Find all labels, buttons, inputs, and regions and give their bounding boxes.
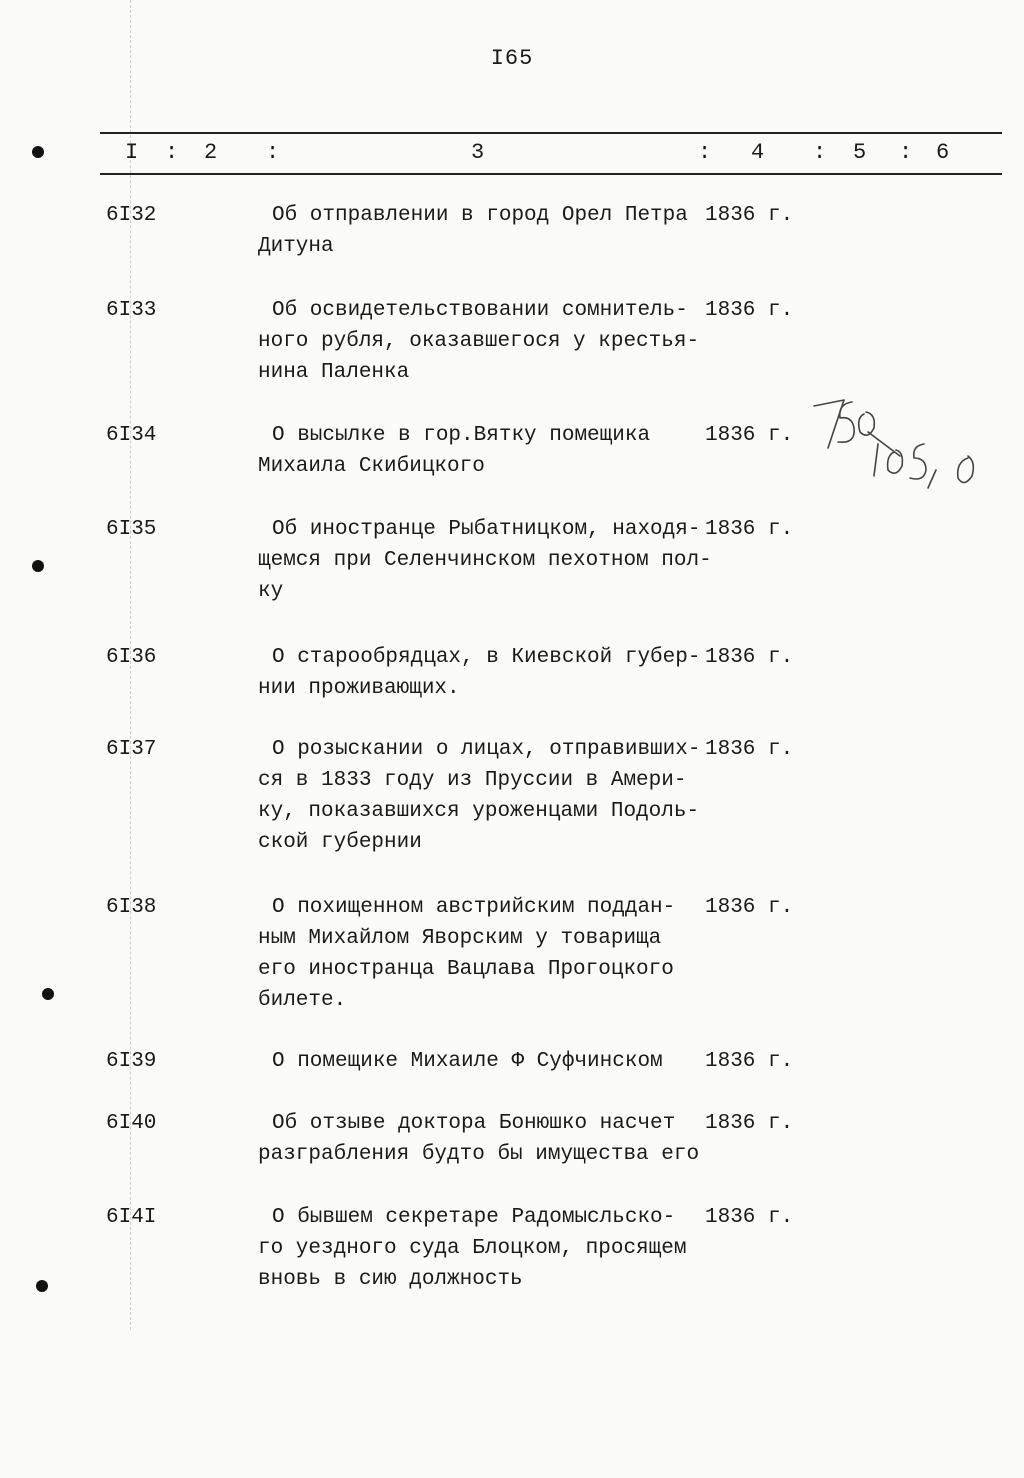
entry-line: О помещике Михаиле Ф Суфчинском [272, 1050, 663, 1073]
entry-year: 1836 г. [705, 299, 794, 322]
entry-title [258, 1202, 708, 1295]
entry-line: нии проживающих. [258, 677, 460, 700]
entry-line: Дитуна [258, 235, 334, 258]
entry-number: 6I33 [106, 299, 157, 322]
entry-number: 6I35 [106, 518, 157, 541]
entry-year: 1836 г. [705, 1112, 794, 1135]
header-sep-3: : [698, 140, 712, 165]
header-sep-1: : [165, 140, 179, 165]
entry-line: нина Паленка [258, 361, 410, 384]
entry-number: 6I36 [106, 646, 157, 669]
entry-title [258, 295, 708, 388]
entry-line: ку, показавшихся уроженцами Подоль- [258, 800, 700, 823]
header-col-2: 2 [204, 140, 218, 165]
entry-line: О розыскании о лицах, отправивших- [272, 738, 701, 761]
entry-line: Об освидетельствовании сомнитель- [272, 299, 688, 322]
entry-line: О высылке в гор.Вятку помещика [272, 424, 651, 447]
entry-line: Об иностранце Рыбатницком, находя- [272, 518, 701, 541]
header-sep-5: : [899, 140, 913, 165]
entry-line: О похищенном австрийским поддан- [272, 896, 676, 919]
entry-line: ку [258, 580, 284, 603]
binding-hole-2 [32, 560, 44, 572]
page-number: I65 [490, 46, 534, 71]
entry-line: го уездного суда Блоцком, просящем [258, 1237, 687, 1260]
entry-number: 6I37 [106, 738, 157, 761]
entry-line: вновь в сию должность [258, 1268, 523, 1291]
entry-year: 1836 г. [705, 518, 794, 541]
entry-line: Об отправлении в город Орел Петра [272, 204, 688, 227]
header-rule-bottom [100, 173, 1002, 175]
entry-title [258, 1108, 708, 1170]
entry-line: Михаила Скибицкого [258, 455, 485, 478]
entry-line: О бывшем секретаре Радомысльско- [272, 1206, 676, 1229]
binding-hole-4 [36, 1280, 48, 1292]
entry-number: 6I40 [106, 1112, 157, 1135]
entry-year: 1836 г. [705, 204, 794, 227]
entry-number: 6I39 [106, 1050, 157, 1073]
header-col-3: 3 [471, 140, 485, 165]
entry-line: О старообрядцах, в Киевской губер- [272, 646, 701, 669]
entry-line: его иностранца Вацлава Прогоцкого [258, 958, 674, 981]
entry-number: 6I32 [106, 204, 157, 227]
entry-title [258, 200, 708, 262]
entry-year: 1836 г. [705, 424, 794, 447]
header-col-4: 4 [751, 140, 765, 165]
entry-year: 1836 г. [705, 896, 794, 919]
header-sep-4: : [813, 140, 827, 165]
entry-title [258, 1046, 708, 1077]
entry-title [258, 420, 708, 482]
header-col-1: I [125, 140, 139, 165]
entry-year: 1836 г. [705, 738, 794, 761]
entry-line: Об отзыве доктора Бонюшко насчет [272, 1112, 676, 1135]
binding-hole-3 [42, 988, 54, 1000]
entry-year: 1836 г. [705, 646, 794, 669]
header-sep-2: : [266, 140, 280, 165]
entry-line: ного рубля, оказавшегося у крестья- [258, 330, 700, 353]
entry-number: 6I38 [106, 896, 157, 919]
entry-number: 6I34 [106, 424, 157, 447]
entry-line: ся в 1833 году из Пруссии в Амери- [258, 769, 687, 792]
entry-line: билете. [258, 989, 347, 1012]
header-col-6: 6 [936, 140, 950, 165]
entry-line: разграбления будто бы имущества его [258, 1143, 700, 1166]
entry-year: 1836 г. [705, 1206, 794, 1229]
entry-number: 6I4I [106, 1206, 157, 1229]
entry-title [258, 892, 708, 1016]
handwritten-note-drawing [808, 392, 998, 502]
entry-line: щемся при Селенчинском пехотном пол- [258, 549, 712, 572]
binding-hole-1 [32, 146, 44, 158]
entry-year: 1836 г. [705, 1050, 794, 1073]
entry-title [258, 734, 708, 858]
header-col-5: 5 [853, 140, 867, 165]
entry-line: ным Михайлом Яворским у товарища [258, 927, 662, 950]
entry-line: ской губернии [258, 831, 422, 854]
entry-title [258, 514, 712, 607]
header-rule-top [100, 132, 1002, 134]
entry-title [258, 642, 708, 704]
